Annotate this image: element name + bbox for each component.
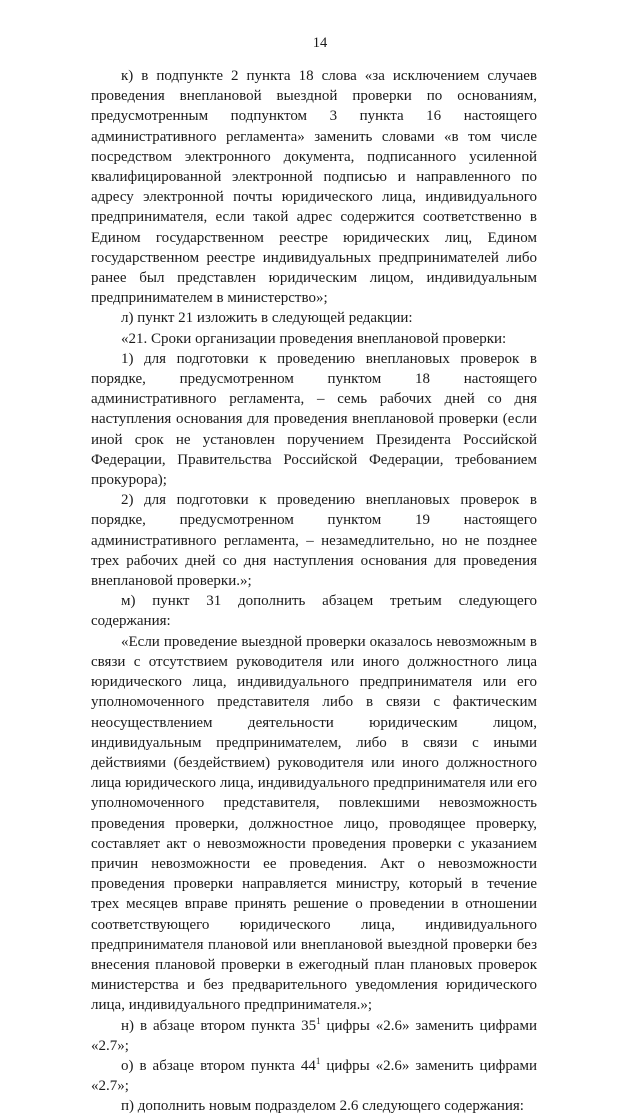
- document-body: [91, 66, 537, 1117]
- paragraph-m: м) пункт 31 дополнить абзацем третьим следующего содержания:: [91, 593, 537, 630]
- page-number: 14: [312, 35, 328, 51]
- paragraph-o-text-end: цифры «2.6» заменить цифрами «2.7»;: [91, 1057, 537, 1095]
- paragraph-n-text-end: цифры «2.6» заменить цифрами «2.7»;: [91, 1017, 537, 1054]
- paragraph-k: к) в подпункте 2 пункта 18 слова «за исключением случаев проведения внеплановой выездной проверки по основаниям, предусмотренным подпунктом 3 пункта 16 настоящего административного регламента» заменить словами «в том числе посредством электронного документа, подписанного усиленной квалифицированной электронной подписью и направленного по адресу электронной почты юридического лица, индивидуального предпринимателя, если такой адрес содержится соответственно в Едином государственном реестре юридических лиц, Едином государственном реестре индивидуальных предпринимателей либо ранее был представлен юридическим лицом, индивидуальным предпринимателем в министерство»;: [91, 68, 537, 307]
- paragraph-l: л) пункт 21 изложить в следующей редакции:: [121, 310, 413, 327]
- paragraph-21-heading: «21. Сроки организации проведения внеплановой проверки:: [121, 330, 507, 347]
- paragraph-o: [91, 1056, 537, 1096]
- paragraph-n-superscript: 1: [316, 1015, 321, 1026]
- paragraph-o-superscript: 1: [315, 1055, 321, 1066]
- paragraph-o-text: о) в абзаце втором пункта 44: [121, 1057, 316, 1074]
- paragraph-n: [91, 1016, 537, 1056]
- paragraph-p: п) дополнить новым подразделом 2.6 следующего содержания:: [121, 1098, 524, 1115]
- paragraph-21-item-1: 1) для подготовки к проведению внеплановых проверок в порядке, предусмотренном пунктом 18 настоящего административного регламента, – семь рабочих дней со дня наступления основания для проведения внеплановой проверки (если иной срок не установлен поручением Президента Российской Федерации, Правительства Российской Федерации, требованием прокурора);: [91, 350, 537, 489]
- paragraph-n-text: н) в абзаце втором пункта 35: [121, 1017, 317, 1034]
- paragraph-21-item-2: 2) для подготовки к проведению внеплановых проверок в порядке, предусмотренном пунктом 19 настоящего административного регламента, – незамедлительно, но не позднее трех рабочих дней со дня наступления основания для проведения внеплановой проверки.»;: [91, 492, 537, 590]
- paragraph-m-quote: «Если проведение выездной проверки оказалось невозможным в связи с отсутствием руководителя или иного должностного лица юридического лица, индивидуального предпринимателя или его уполномоченного представителя либо в связи с фактическим неосуществлением деятельности юридическим лицом, индивидуальным предпринимателем, либо в связи с иными действиями (бездействием) руководителя или иного должностного лица юридического лица, индивидуального предпринимателя или его уполномоченного представителя, повлекшими невозможность проведения проверки, должностное лицо, проводящее проверку, составляет акт о невозможности проведения проверки с указанием причин невозможности ее проведения. Акт о невозможности проведения проверки направляется министру, который в течение трех месяцев вправе принять решение о проведении в отношении соответствующего юридического лица, индивидуального предпринимателя плановой или внеплановой выездной проверки без внесения плановой проверки в ежегодный план плановых проверок министерства и без предварительного уведомления юридического лица, индивидуального предпринимателя.»;: [91, 633, 537, 1014]
